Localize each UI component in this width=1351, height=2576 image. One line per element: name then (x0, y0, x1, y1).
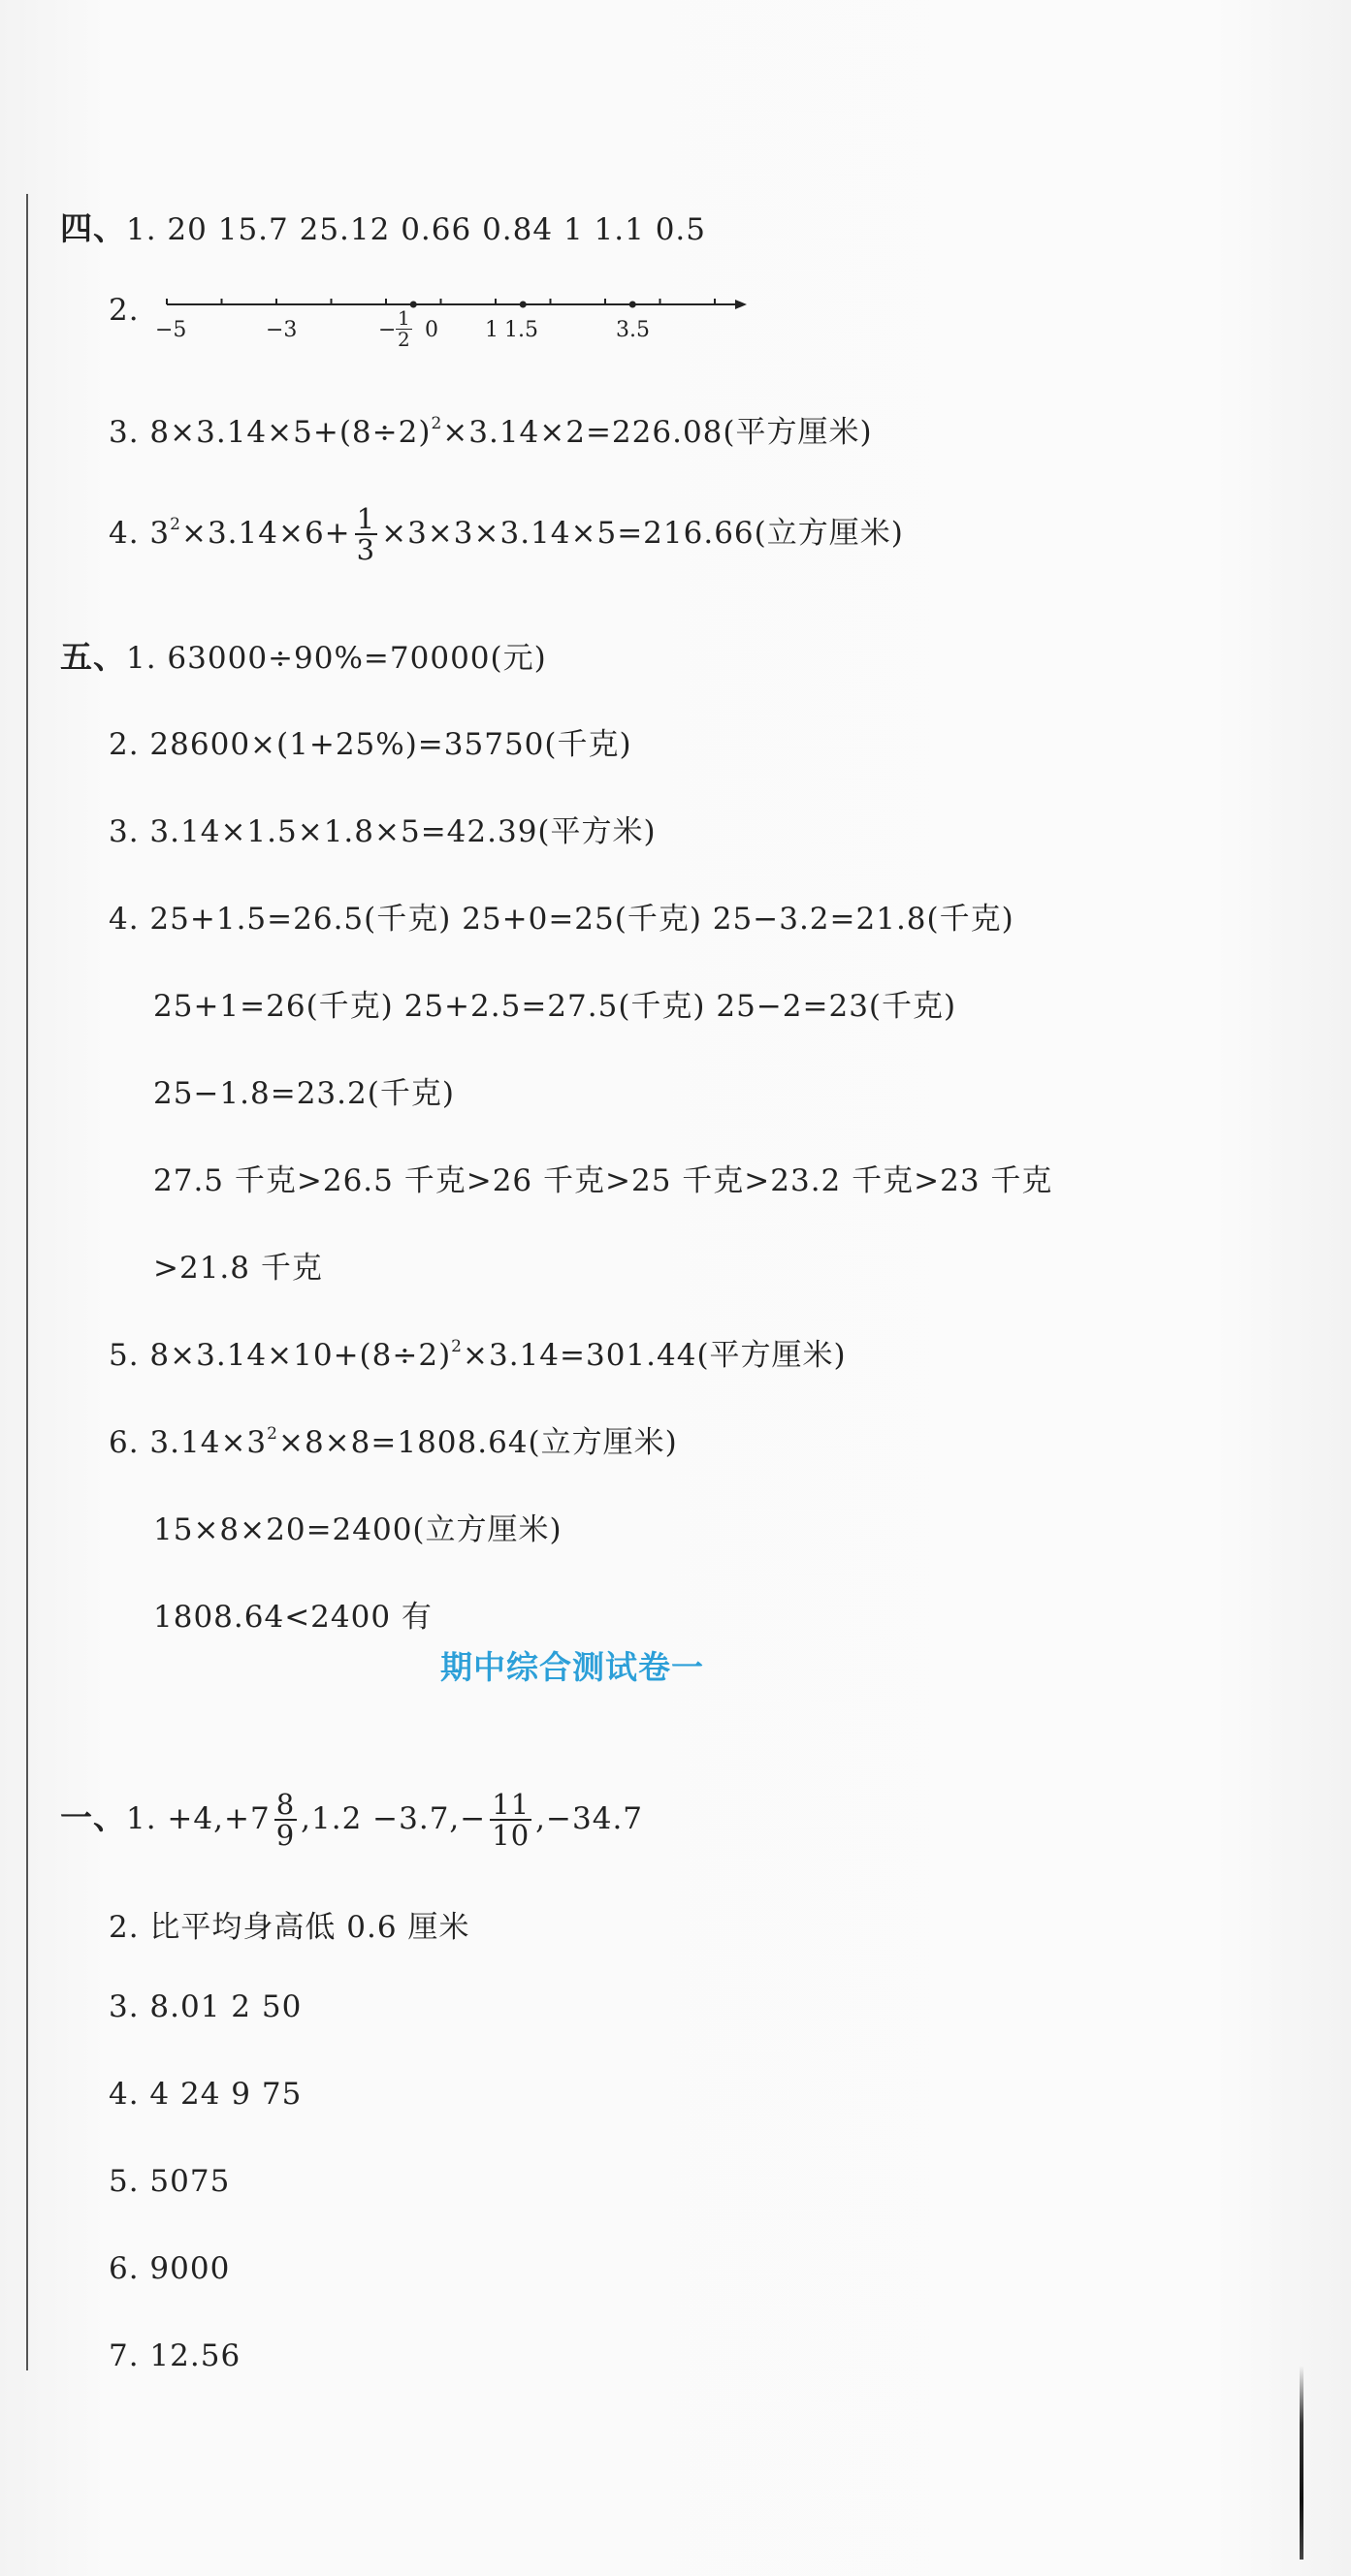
frac-denominator: 2 (398, 328, 410, 351)
tick-label-1-5: 1.5 (504, 318, 538, 342)
four-q3 (109, 407, 873, 451)
one-q1-part-b: ,1.2 −3.7,− (301, 1800, 487, 1836)
tick-label-0: 0 (425, 318, 438, 342)
number-line-point (520, 302, 527, 308)
section-heading: 期中综合测试卷一 (440, 1648, 704, 1686)
five-q5-part-a: 5. 8×3.14×10+(8÷2) (109, 1338, 452, 1373)
five-q4-line4: 27.5 千克>26.5 千克>26 千克>25 千克>23.2 千克>23 千克 (153, 1163, 1053, 1198)
five-q5 (109, 1330, 847, 1374)
five-q6 (109, 1417, 678, 1461)
one-q1-frac2-num: 11 (492, 1788, 531, 1821)
four-q3-part-a: 3. 8×3.14×5+(8÷2) (109, 415, 432, 450)
tick-label-neg5: −5 (155, 318, 187, 342)
one-q1-frac1-num: 8 (275, 1788, 296, 1821)
one-q1-part-c: ,−34.7 (535, 1800, 644, 1836)
section-five-q1 (60, 632, 547, 678)
one-q2: 2. 比平均身高低 0.6 厘米 (109, 1910, 470, 1945)
frac-numerator: 1 (398, 306, 410, 330)
four-q3-part-b: ×3.14×2=226.08(平方厘米) (442, 415, 873, 450)
tick-label-neg3: −3 (266, 318, 298, 342)
number-line-arrow (735, 300, 747, 309)
one-q1-part-a: 1. +4,+7 (126, 1800, 271, 1836)
five-q4-line2: 25+1=26(千克) 25+2.5=27.5(千克) 25−2=23(千克) (153, 989, 957, 1024)
number-line-svg (155, 271, 756, 349)
four-q4-frac-den: 3 (356, 533, 376, 567)
four-q2-number: 2. (109, 293, 140, 328)
tick-label-neg-half-sign: − (378, 318, 397, 342)
number-line-point (629, 302, 636, 308)
five-q5-exponent: 2 (451, 1337, 463, 1356)
one-q6: 6. 9000 (109, 2251, 231, 2286)
margin-line (26, 194, 28, 2370)
four-q4-part-a: 4. 3 (109, 515, 171, 551)
scan-edge-mark (1300, 2366, 1303, 2560)
section-one-label: 一、 (60, 1797, 126, 1836)
five-q3: 3. 3.14×1.5×1.8×5=42.39(平方米) (109, 814, 657, 849)
four-q4 (109, 504, 904, 565)
five-q6-exponent: 2 (267, 1424, 278, 1444)
tick-label-neg-half (396, 308, 412, 350)
one-q1-fraction-2 (490, 1790, 531, 1851)
four-q1-text: 1. 20 15.7 25.12 0.66 0.84 1 1.1 0.5 (126, 212, 706, 247)
five-q4-line5: >21.8 千克 (153, 1251, 323, 1286)
five-q6-line3: 1808.64<2400 有 (153, 1600, 433, 1635)
section-four-q1 (60, 204, 706, 249)
four-q4-part-b: ×3.14×6+ (180, 515, 351, 551)
section-one-q1 (60, 1790, 643, 1851)
five-q1-text: 1. 63000÷90%=70000(元) (126, 641, 547, 676)
one-q7: 7. 12.56 (109, 2338, 241, 2373)
one-q1-fraction-1 (274, 1790, 297, 1851)
one-q5: 5. 5075 (109, 2164, 231, 2199)
one-q1-frac1-den: 9 (275, 1819, 296, 1853)
five-q6-part-a: 6. 3.14×3 (109, 1425, 268, 1460)
four-q4-frac-num: 1 (356, 502, 376, 535)
five-q4-line1: 4. 25+1.5=26.5(千克) 25+0=25(千克) 25−3.2=21.8(千克) (109, 902, 1014, 937)
number-line (155, 271, 756, 349)
five-q4-line3: 25−1.8=23.2(千克) (153, 1076, 455, 1111)
section-five-label: 五、 (60, 638, 126, 676)
section-four-label: 四、 (60, 209, 126, 247)
tick-label-1: 1 (485, 318, 499, 342)
five-q5-part-b: ×3.14=301.44(平方厘米) (463, 1338, 847, 1373)
one-q3: 3. 8.01 2 50 (109, 1989, 303, 2024)
one-q4: 4. 4 24 9 75 (109, 2077, 303, 2112)
number-line-point (410, 302, 417, 308)
four-q3-exponent: 2 (431, 414, 443, 433)
four-q4-exponent: 2 (170, 514, 181, 534)
five-q6-line2: 15×8×20=2400(立方厘米) (153, 1512, 563, 1547)
five-q6-part-b: ×8×8=1808.64(立方厘米) (277, 1425, 678, 1460)
tick-label-3-5: 3.5 (616, 318, 650, 342)
four-q4-part-c: ×3×3×3.14×5=216.66(立方厘米) (381, 515, 904, 551)
four-q4-fraction (355, 504, 377, 565)
five-q2: 2. 28600×(1+25%)=35750(千克) (109, 727, 632, 762)
one-q1-frac2-den: 10 (492, 1819, 531, 1853)
